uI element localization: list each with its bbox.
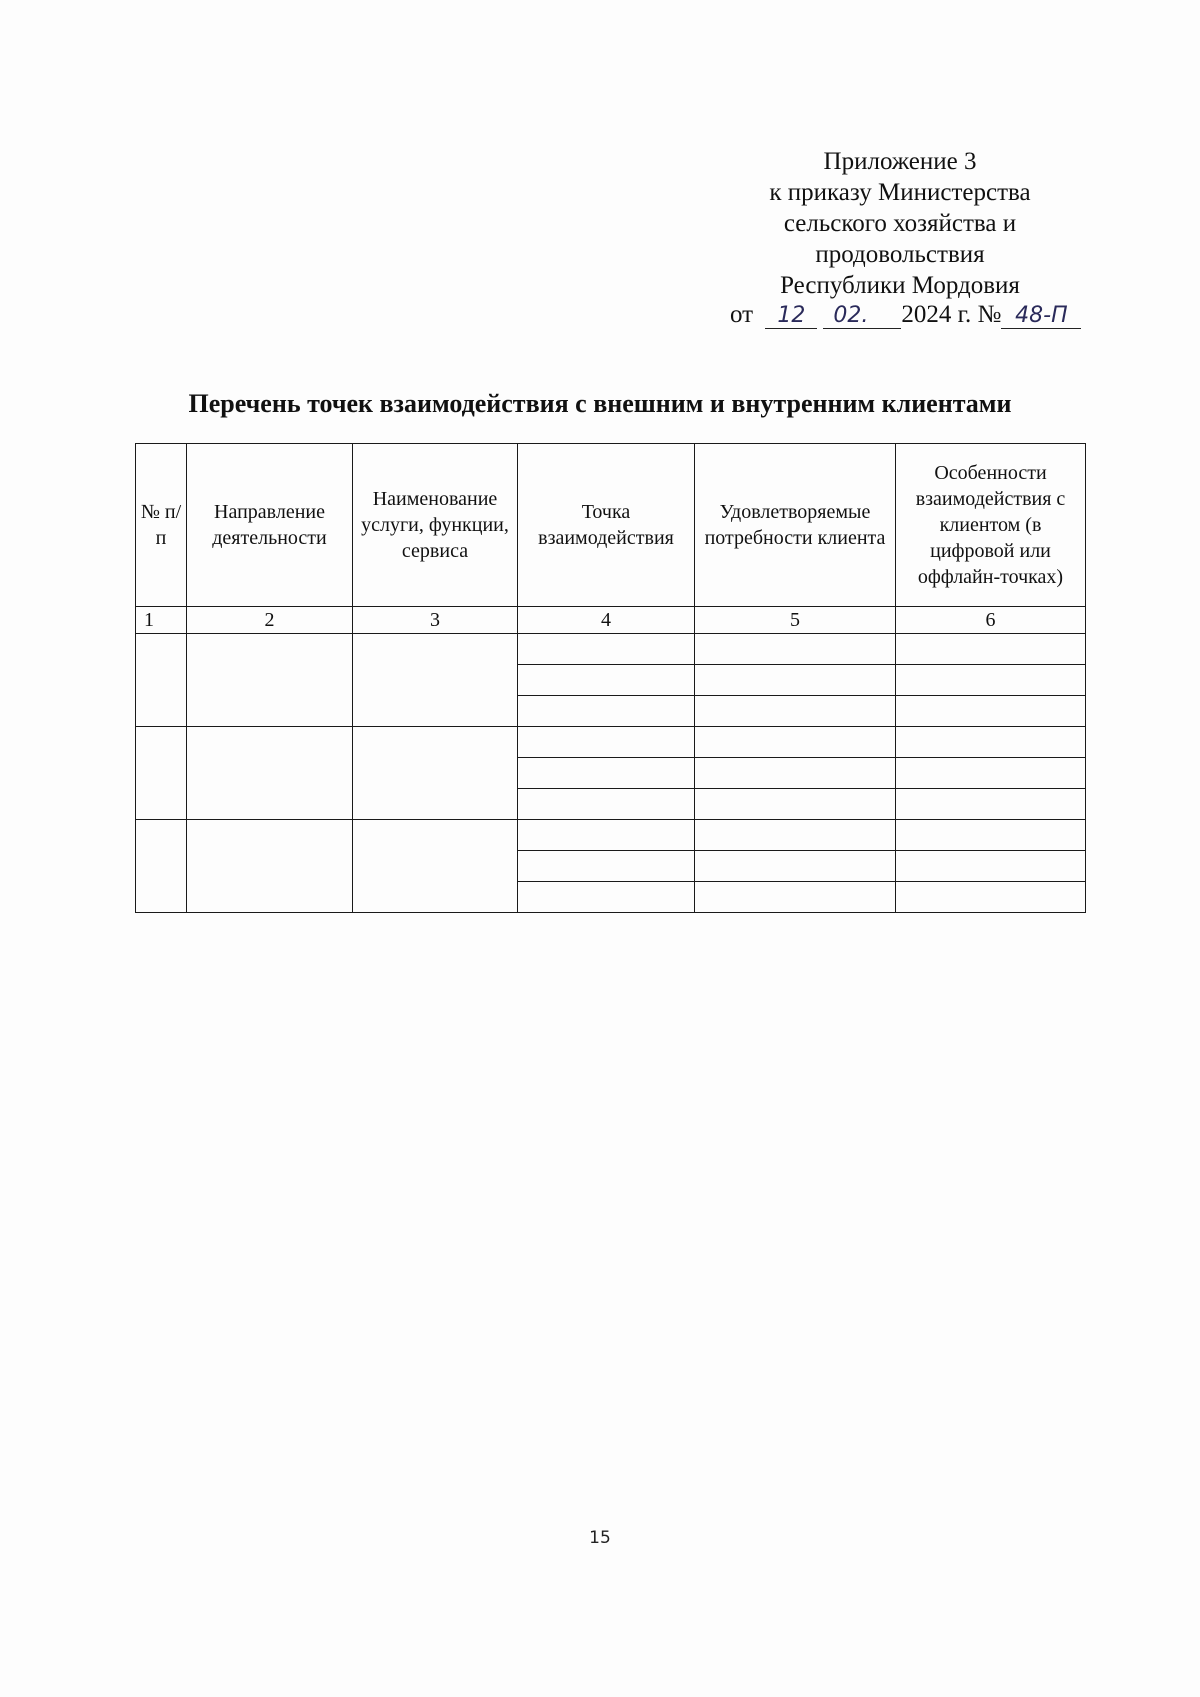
order-number-handwritten: 48-П	[1001, 304, 1081, 329]
empty-cell	[896, 634, 1086, 665]
empty-cell	[353, 727, 518, 820]
empty-cell	[353, 820, 518, 913]
order-date-number	[730, 299, 1110, 330]
empty-cell	[518, 882, 695, 913]
empty-cell	[136, 634, 187, 727]
empty-cell	[695, 851, 896, 882]
table-header-row	[136, 444, 1086, 607]
table-row	[136, 727, 1086, 758]
appendix-line: Республики Мордовия	[780, 272, 1020, 299]
order-prefix: от	[730, 301, 754, 328]
header-cell-client-needs: Удовлетворяемые потребности клиента	[695, 444, 896, 607]
appendix-line: продовольствия	[815, 241, 985, 268]
column-number-cell: 5	[695, 607, 896, 634]
order-year-text: 2024 г. №	[901, 301, 1002, 328]
interaction-points-table	[135, 443, 1086, 913]
empty-cell	[518, 851, 695, 882]
empty-cell	[896, 882, 1086, 913]
empty-cell	[896, 665, 1086, 696]
empty-cell	[136, 820, 187, 913]
appendix-block	[730, 146, 1070, 301]
column-number-cell: 3	[353, 607, 518, 634]
column-number-cell: 1	[136, 607, 187, 634]
order-month-handwritten: 02.	[823, 304, 901, 329]
appendix-line: сельского хозяйства и	[783, 210, 1017, 237]
empty-cell	[136, 727, 187, 820]
empty-cell	[695, 634, 896, 665]
page-number: 15	[589, 1528, 611, 1548]
header-cell-service-name: Наименование услуги, функции, сервиса	[353, 444, 518, 607]
empty-cell	[896, 851, 1086, 882]
empty-cell	[695, 696, 896, 727]
header-cell-direction: Направление деятельности	[187, 444, 353, 607]
appendix-line: Приложение 3	[823, 148, 977, 175]
empty-cell	[518, 665, 695, 696]
empty-cell	[187, 727, 353, 820]
empty-cell	[695, 820, 896, 851]
empty-cell	[695, 665, 896, 696]
empty-cell	[896, 696, 1086, 727]
empty-cell	[518, 820, 695, 851]
header-cell-number: № п/п	[136, 444, 187, 607]
column-number-cell: 4	[518, 607, 695, 634]
header-cell-interaction-features: Особенности взаимодействия с клиентом (в цифровой или оффлайн-точках)	[896, 444, 1086, 607]
empty-cell	[518, 634, 695, 665]
column-number-cell: 6	[896, 607, 1086, 634]
table-row	[136, 634, 1086, 665]
order-day-handwritten: 12	[765, 304, 817, 329]
empty-cell	[187, 820, 353, 913]
empty-cell	[896, 789, 1086, 820]
document-title: Перечень точек взаимодействия с внешним и внутренним клиентами	[188, 389, 1012, 418]
empty-cell	[695, 758, 896, 789]
empty-cell	[695, 789, 896, 820]
column-number-cell: 2	[187, 607, 353, 634]
empty-cell	[695, 882, 896, 913]
empty-cell	[518, 758, 695, 789]
appendix-line: к приказу Министерства	[769, 179, 1031, 206]
table-row	[136, 820, 1086, 851]
empty-cell	[187, 634, 353, 727]
column-number-row	[136, 607, 1086, 634]
header-cell-interaction-point: Точка взаимодействия	[518, 444, 695, 607]
empty-cell	[896, 820, 1086, 851]
empty-cell	[896, 727, 1086, 758]
empty-cell	[353, 634, 518, 727]
empty-cell	[518, 696, 695, 727]
empty-cell	[518, 727, 695, 758]
empty-cell	[896, 758, 1086, 789]
empty-cell	[695, 727, 896, 758]
empty-cell	[518, 789, 695, 820]
